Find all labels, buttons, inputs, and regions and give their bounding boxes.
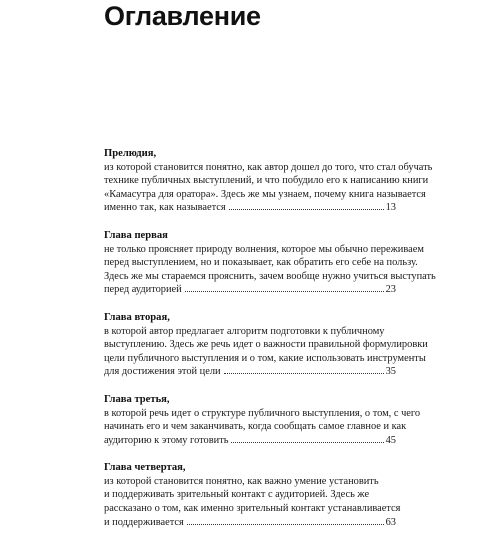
chapter-description-line: Здесь же мы стараемся прояснить, зачем вообще нужно учиться выступать — [104, 270, 436, 282]
dot-leader — [229, 209, 384, 210]
page-number: 23 — [385, 284, 396, 296]
dot-leader — [185, 291, 384, 292]
chapter-heading: Глава четвертая, — [104, 462, 186, 474]
chapter-description-line: в которой автор предлагает алгоритм подготовки к публичному — [104, 325, 385, 337]
chapter-description-line: цели публичного выступления и о том, какие использовать инструменты — [104, 352, 426, 364]
toc-entry-prelude — [104, 147, 433, 215]
page-title: Оглавление — [104, 1, 261, 31]
toc-entry-chapter-2 — [104, 311, 428, 379]
chapter-description-line: «Камасутра для оратора». Здесь же мы узнаем, почему книга называется — [104, 188, 426, 200]
dot-leader — [224, 373, 384, 374]
chapter-description-line: технике публичных выступлений, и что побудило его к написанию книги — [104, 175, 429, 187]
toc-entry-chapter-1 — [104, 229, 436, 297]
chapter-page-line — [104, 283, 396, 297]
dot-leader — [187, 524, 384, 525]
chapter-heading: Прелюдия, — [104, 148, 157, 159]
chapter-description-line: и поддерживается — [104, 516, 184, 528]
chapter-description-line: в которой речь идет о структуре публичного выступления, о том, с чего — [104, 407, 421, 419]
toc-entry-chapter-4 — [104, 461, 401, 529]
chapter-page-line — [104, 365, 396, 379]
chapter-description-line: перед выступлением, но и показывает, как обратить его себе на пользу. — [104, 257, 418, 269]
page-number: 35 — [385, 366, 396, 378]
chapter-page-line — [104, 516, 396, 530]
chapter-description-line: выступлению. Здесь же речь идет о важности правильной формулировки — [104, 339, 428, 351]
chapter-description-line: и поддерживать зрительный контакт с аудиторией. Здесь же — [104, 489, 370, 501]
dot-leader — [231, 442, 383, 443]
chapter-description-line: начинать его и чем заканчивать, когда сообщать самое главное и как — [104, 421, 407, 433]
chapter-description-line: именно так, как называется — [104, 202, 226, 214]
page-number: 45 — [385, 434, 396, 446]
toc-entry-chapter-3 — [104, 393, 421, 447]
chapter-description-line: для достижения этой цели — [104, 366, 221, 378]
chapter-description-line: аудиторию к этому готовить — [104, 434, 229, 446]
table-of-contents — [104, 147, 436, 543]
chapter-page-line — [104, 434, 396, 448]
chapter-heading: Глава первая — [104, 229, 168, 241]
page-number: 13 — [385, 202, 396, 214]
chapter-description-line: перед аудиторией — [104, 284, 182, 296]
chapter-description-line: рассказано о том, как именно зрительный контакт устанавливается — [104, 503, 401, 515]
chapter-page-line — [104, 201, 396, 215]
chapter-heading: Глава третья, — [104, 393, 170, 405]
chapter-heading: Глава вторая, — [104, 311, 170, 323]
page-number: 63 — [385, 516, 396, 528]
chapter-description-line: из которой становится понятно, как важно умение установить — [104, 475, 379, 487]
chapter-description-line: не только проясняет природу волнения, которое мы обычно переживаем — [104, 243, 424, 255]
chapter-description-line: из которой становится понятно, как автор дошел до того, что стал обучать — [104, 161, 433, 173]
